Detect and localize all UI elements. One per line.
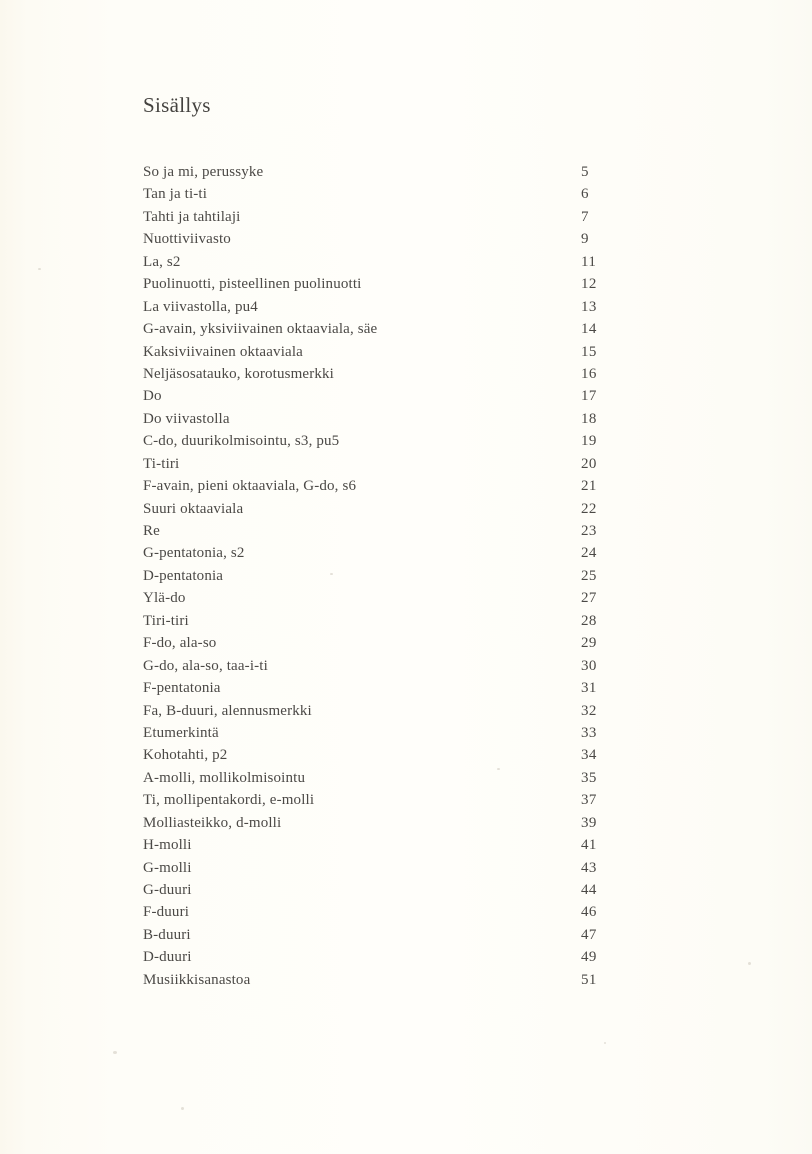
toc-entry-label: Re bbox=[143, 523, 160, 539]
toc-entry[interactable] bbox=[143, 363, 673, 385]
toc-entry-page-number: 51 bbox=[581, 971, 597, 988]
scan-speck bbox=[181, 1107, 184, 1110]
scan-speck bbox=[330, 573, 333, 575]
toc-entry[interactable] bbox=[143, 632, 673, 654]
toc-entry[interactable] bbox=[143, 542, 673, 564]
toc-entry-page-number: 16 bbox=[581, 365, 597, 382]
table-of-contents-list bbox=[143, 161, 673, 991]
toc-entry-page-number: 35 bbox=[581, 769, 597, 786]
toc-entry-page-number: 49 bbox=[581, 949, 597, 966]
toc-entry-label: Do bbox=[143, 388, 162, 405]
toc-entry-label: Musiikkisanastoa bbox=[143, 971, 251, 988]
toc-entry[interactable] bbox=[143, 430, 673, 452]
toc-entry-page-number: 20 bbox=[581, 455, 597, 472]
toc-entry-label: Do viivastolla bbox=[143, 410, 230, 427]
toc-entry-label: La, s2 bbox=[143, 253, 181, 270]
toc-entry[interactable] bbox=[143, 296, 673, 318]
toc-entry-label: Neljäsosatauko, korotusmerkki bbox=[143, 365, 334, 382]
toc-entry-page-number: 28 bbox=[581, 612, 597, 629]
toc-entry-label: Nuottiviivasto bbox=[143, 231, 231, 248]
toc-entry-page-number: 24 bbox=[581, 545, 597, 562]
toc-entry-label: C-do, duurikolmisointu, s3, pu5 bbox=[143, 433, 340, 450]
toc-entry[interactable] bbox=[143, 677, 673, 699]
toc-entry-page-number: 9 bbox=[581, 231, 589, 248]
toc-entry-label: La viivastolla, pu4 bbox=[143, 298, 258, 315]
toc-entry[interactable] bbox=[143, 228, 673, 250]
toc-entry[interactable] bbox=[143, 453, 673, 475]
toc-entry-label: D-pentatonia bbox=[143, 567, 224, 584]
toc-entry[interactable] bbox=[143, 341, 673, 363]
toc-entry-page-number: 12 bbox=[581, 276, 597, 293]
toc-entry-label: So ja mi, perussyke bbox=[143, 164, 264, 180]
toc-entry[interactable] bbox=[143, 520, 673, 542]
toc-entry-label: G-molli bbox=[143, 859, 192, 876]
toc-entry[interactable] bbox=[143, 565, 673, 587]
toc-entry-label: A-molli, mollikolmisointu bbox=[143, 769, 306, 786]
toc-entry[interactable] bbox=[143, 385, 673, 407]
scan-speck bbox=[38, 268, 41, 270]
toc-entry-label: B-duuri bbox=[143, 926, 191, 943]
toc-entry-label: H-molli bbox=[143, 837, 192, 854]
toc-entry-label: F-avain, pieni oktaaviala, G-do, s6 bbox=[143, 478, 357, 495]
toc-entry[interactable] bbox=[143, 408, 673, 430]
toc-entry-label: Molliasteikko, d-molli bbox=[143, 814, 282, 831]
toc-entry-label: Fa, B-duuri, alennusmerkki bbox=[143, 702, 312, 719]
toc-entry[interactable] bbox=[143, 879, 673, 901]
toc-entry[interactable] bbox=[143, 924, 673, 946]
toc-entry-page-number: 22 bbox=[581, 500, 597, 517]
toc-entry-page-number: 27 bbox=[581, 590, 597, 607]
toc-entry-page-number: 32 bbox=[581, 702, 597, 719]
toc-entry-page-number: 5 bbox=[581, 164, 589, 180]
toc-entry-label: Tahti ja tahtilaji bbox=[143, 208, 241, 225]
toc-entry[interactable] bbox=[143, 901, 673, 923]
toc-entry[interactable] bbox=[143, 834, 673, 856]
toc-entry-page-number: 30 bbox=[581, 657, 597, 674]
toc-entry[interactable] bbox=[143, 789, 673, 811]
toc-entry[interactable] bbox=[143, 857, 673, 879]
toc-entry[interactable] bbox=[143, 946, 673, 968]
toc-entry-label: F-pentatonia bbox=[143, 680, 221, 697]
toc-entry-page-number: 47 bbox=[581, 926, 597, 943]
toc-entry-page-number: 6 bbox=[581, 186, 589, 203]
toc-entry-label: G-duuri bbox=[143, 882, 192, 898]
toc-entry-label: G-do, ala-so, taa-i-ti bbox=[143, 657, 268, 674]
toc-entry-page-number: 18 bbox=[581, 410, 597, 427]
scan-speck bbox=[113, 1051, 117, 1054]
toc-entry-label: G-avain, yksiviivainen oktaaviala, säe bbox=[143, 321, 378, 338]
toc-entry[interactable] bbox=[143, 722, 673, 744]
toc-entry[interactable] bbox=[143, 183, 673, 205]
scan-speck bbox=[748, 962, 751, 965]
toc-entry-page-number: 7 bbox=[581, 208, 589, 225]
toc-entry[interactable] bbox=[143, 206, 673, 228]
toc-entry-page-number: 23 bbox=[581, 523, 597, 539]
toc-entry[interactable] bbox=[143, 744, 673, 766]
toc-entry[interactable] bbox=[143, 498, 673, 520]
toc-entry-label: G-pentatonia, s2 bbox=[143, 545, 245, 562]
page-title: Sisällys bbox=[143, 93, 211, 117]
toc-entry-page-number: 31 bbox=[581, 680, 597, 697]
toc-entry-label: D-duuri bbox=[143, 949, 192, 966]
toc-entry-page-number: 13 bbox=[581, 298, 597, 315]
toc-entry-page-number: 17 bbox=[581, 388, 597, 405]
scan-speck bbox=[604, 1042, 606, 1044]
toc-entry-label: Ylä-do bbox=[143, 590, 186, 607]
toc-entry-page-number: 39 bbox=[581, 814, 597, 831]
toc-entry-label: F-do, ala-so bbox=[143, 635, 217, 652]
toc-entry-label: Ti, mollipentakordi, e-molli bbox=[143, 792, 315, 809]
toc-entry-label: Suuri oktaaviala bbox=[143, 500, 244, 517]
toc-entry-label: Kohotahti, p2 bbox=[143, 747, 228, 764]
toc-entry-page-number: 19 bbox=[581, 433, 597, 450]
toc-entry[interactable] bbox=[143, 700, 673, 722]
toc-entry-page-number: 43 bbox=[581, 859, 597, 876]
toc-entry-page-number: 41 bbox=[581, 837, 597, 854]
toc-entry[interactable] bbox=[143, 969, 673, 991]
toc-entry-page-number: 34 bbox=[581, 747, 597, 764]
toc-entry[interactable] bbox=[143, 812, 673, 834]
toc-entry-page-number: 25 bbox=[581, 567, 597, 584]
toc-entry[interactable] bbox=[143, 587, 673, 609]
toc-entry[interactable] bbox=[143, 610, 673, 632]
toc-entry[interactable] bbox=[143, 273, 673, 295]
toc-entry-page-number: 29 bbox=[581, 635, 597, 652]
toc-entry[interactable] bbox=[143, 655, 673, 677]
toc-entry-page-number: 33 bbox=[581, 724, 597, 741]
toc-entry-page-number: 14 bbox=[581, 321, 597, 338]
toc-entry-page-number: 11 bbox=[581, 253, 597, 270]
toc-entry-page-number: 37 bbox=[581, 792, 597, 809]
scan-speck bbox=[497, 768, 500, 770]
toc-entry-page-number: 21 bbox=[581, 478, 597, 495]
toc-entry[interactable] bbox=[143, 475, 673, 497]
toc-entry[interactable] bbox=[143, 161, 673, 183]
toc-entry-page-number: 15 bbox=[581, 343, 597, 360]
toc-entry-label: Ti-tiri bbox=[143, 455, 180, 472]
toc-entry-label: Tiri-tiri bbox=[143, 612, 189, 629]
toc-entry-label: Tan ja ti-ti bbox=[143, 186, 208, 203]
toc-entry[interactable] bbox=[143, 251, 673, 273]
toc-entry-page-number: 46 bbox=[581, 904, 597, 921]
toc-entry[interactable] bbox=[143, 318, 673, 340]
toc-entry-label: Kaksiviivainen oktaaviala bbox=[143, 343, 303, 360]
toc-entry-label: Etumerkintä bbox=[143, 724, 219, 741]
toc-entry-label: F-duuri bbox=[143, 904, 190, 921]
toc-entry-page-number: 44 bbox=[581, 882, 597, 898]
toc-entry[interactable] bbox=[143, 767, 673, 789]
toc-entry-label: Puolinuotti, pisteellinen puolinuotti bbox=[143, 276, 362, 293]
